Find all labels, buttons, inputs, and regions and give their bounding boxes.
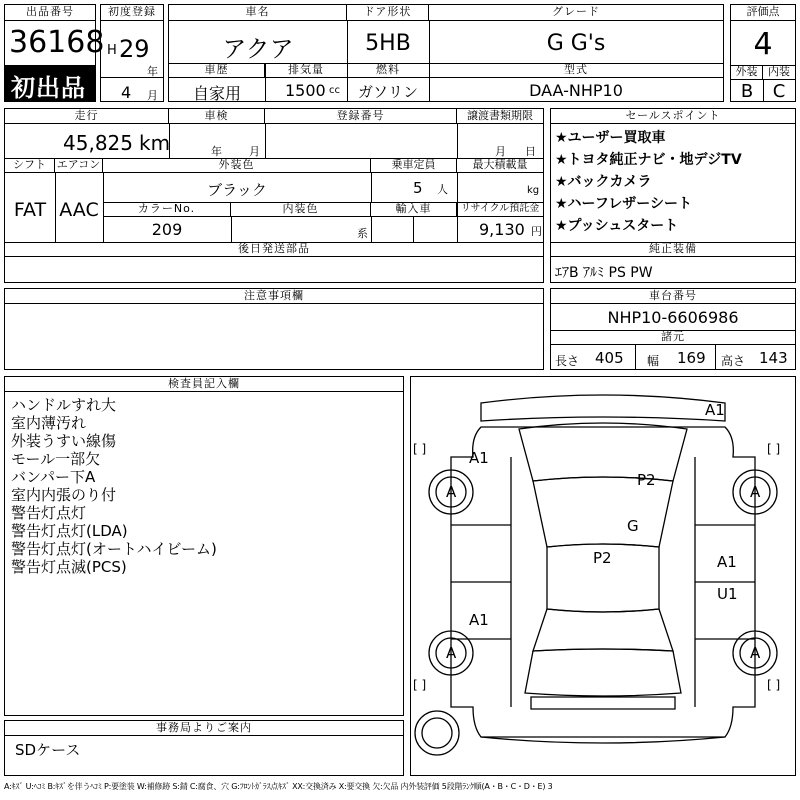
inspection-month-unit: 月: [249, 145, 260, 158]
shift: FAT: [13, 199, 47, 221]
sales-points-label: セールスポイント: [551, 109, 795, 124]
inspector-box: [4, 376, 404, 716]
capacity-label: 乗車定員: [371, 158, 457, 173]
trunk-outline: [525, 649, 681, 696]
mark-left-rear: A1: [469, 611, 489, 629]
color-no-label: カラーNo.: [103, 202, 231, 217]
inspector-item: 室内内張のり付: [11, 486, 117, 504]
rear-valance: [481, 737, 725, 743]
fuel: ガソリン: [357, 83, 418, 101]
score: 4: [753, 27, 773, 62]
bracket-right-front: [ ]: [767, 442, 781, 456]
month-unit: 月: [147, 89, 158, 102]
interior-grade: C: [772, 81, 786, 102]
car-diagram: [411, 377, 795, 775]
vehicle-info-box: [168, 4, 724, 102]
width-label: 幅: [647, 354, 660, 368]
door-type: 5HB: [365, 31, 411, 56]
first-registration-box: [100, 4, 164, 102]
rear-bumper-outline: [531, 697, 675, 709]
era-letter: H: [107, 43, 117, 58]
divider: [265, 63, 266, 101]
bracket-left-front: [ ]: [413, 442, 427, 456]
displacement: 1500: [285, 81, 326, 100]
mark-right-quarter: U1: [717, 585, 738, 603]
max-load-unit: kg: [527, 185, 540, 196]
sales-points-list: [555, 127, 795, 237]
score-box: [730, 4, 796, 102]
door-label: ドア形状: [347, 5, 429, 21]
chassis-box: [550, 288, 796, 370]
lot-number-label: 出品番号: [5, 5, 95, 21]
bracket-left-rear: [ ]: [413, 678, 427, 692]
fuel-label: 燃料: [347, 63, 429, 78]
sales-point-item: ★トヨタ純正ナビ・地デジTV: [555, 152, 742, 168]
transfer-day-unit: 日: [525, 145, 536, 158]
exterior-grade: B: [740, 81, 754, 102]
mark-front-left-fender: A1: [469, 449, 489, 467]
office-text: SDケース: [15, 741, 81, 759]
max-load-label: 最大積載量: [457, 158, 543, 173]
divider: [715, 345, 716, 369]
first-listing-badge: [5, 65, 95, 101]
mark-tire-rl: A: [446, 644, 457, 662]
mark-tire-fl: A: [446, 483, 457, 501]
transfer-deadline-label: 譲渡書類期限: [457, 109, 543, 124]
capacity: 5: [413, 179, 423, 197]
divider: [413, 217, 414, 242]
divider: [371, 217, 372, 242]
height-label: 高さ: [721, 354, 746, 368]
first-listing-text: 初出品: [11, 74, 86, 102]
specs-box: [4, 108, 544, 283]
car-name-label: 車名: [169, 5, 347, 21]
inspector-label: 検査員記入欄: [5, 377, 403, 392]
displacement-label: 排気量: [265, 63, 347, 78]
length-label: 長さ: [555, 354, 580, 368]
ext-color-label: 外装色: [103, 158, 371, 173]
model-label: 型式: [429, 63, 723, 78]
divider: [457, 124, 458, 158]
registration-number-label: 登録番号: [265, 109, 457, 124]
mark-tire-rr: A: [750, 644, 761, 662]
mileage: 45,825: [63, 131, 133, 155]
mark-tire-fr: A: [750, 483, 761, 501]
office-box: [4, 720, 404, 776]
width-value: 169: [677, 349, 706, 367]
sales-point-item: ★プッシュスタート: [555, 218, 679, 234]
inspector-item: 警告灯点灯: [11, 504, 87, 522]
equipment-label: 純正装備: [551, 242, 795, 257]
chassis-label: 車台番号: [551, 289, 795, 304]
aircon: AAC: [59, 199, 99, 221]
divider: [231, 217, 232, 242]
ext-color: ブラック: [207, 181, 267, 199]
equipment: ｴｱB ｱﾙﾐ PS PW: [555, 265, 653, 281]
mark-roof: G: [627, 517, 639, 535]
later-parts-label: 後日発送部品: [5, 242, 543, 257]
inspector-item: モール一部欠: [11, 450, 101, 468]
sales-point-item: ★ユーザー買取車: [555, 130, 666, 146]
front-bumper-outline: [481, 395, 725, 421]
registration-year: 29: [119, 35, 150, 63]
inspection-year-unit: 年: [211, 145, 222, 158]
inspector-list: [11, 396, 401, 576]
mark-interior: P2: [593, 549, 612, 567]
mileage-unit: km: [139, 131, 171, 155]
inspector-item: 警告灯点灯(LDA): [11, 522, 128, 540]
import-label: 輸入車: [371, 202, 457, 217]
sales-point-item: ★バックカメラ: [555, 174, 652, 190]
mark-right-rear-door: A1: [717, 553, 737, 571]
bracket-right-rear: [ ]: [767, 678, 781, 692]
grade-label: グレード: [429, 5, 723, 21]
mark-front-bumper: A1: [705, 401, 725, 419]
sales-point-item: ★ハーフレザーシート: [555, 196, 693, 212]
interior-label: 内装: [763, 65, 795, 80]
height-value: 143: [759, 349, 788, 367]
hood-outline: [519, 423, 687, 481]
notes-label: 注意事項欄: [5, 289, 543, 304]
inspection-label: 車検: [169, 109, 265, 124]
inspector-item: ハンドルすれ大: [11, 396, 117, 414]
inspector-item: 室内薄汚れ: [11, 414, 87, 432]
history-label: 車歴: [169, 63, 265, 78]
capacity-unit: 人: [437, 183, 448, 196]
recycle-fee: 9,130: [479, 220, 525, 239]
first-registration-label: 初度登録: [101, 5, 163, 21]
aircon-label: エアコン: [55, 158, 103, 173]
exterior-label: 外装: [731, 65, 763, 80]
chassis-number: NHP10-6606986: [607, 308, 739, 327]
divider: [265, 124, 266, 158]
divider: [371, 173, 372, 203]
car-diagram-box: [410, 376, 796, 776]
transfer-month-unit: 月: [495, 145, 506, 158]
inspector-item: 外装うすい線傷: [11, 432, 117, 450]
shift-label: シフト: [5, 158, 55, 173]
length-value: 405: [595, 349, 624, 367]
divider: [169, 124, 170, 158]
office-label: 事務局よりご案内: [5, 721, 403, 736]
inspector-item: バンパー下A: [11, 468, 96, 486]
color-no: 209: [151, 220, 183, 239]
score-label: 評価点: [731, 5, 795, 21]
inspector-item: 警告灯点灯(オートハイビーム): [11, 540, 217, 558]
model: DAA-NHP10: [529, 81, 623, 100]
displacement-unit: cc: [329, 85, 340, 96]
lot-number-box: [4, 4, 105, 102]
history: 自家用: [192, 84, 241, 103]
registration-month: 4: [121, 83, 132, 102]
lot-number: 36168: [9, 25, 105, 60]
recycle-label: リサイクル預託金: [457, 202, 543, 217]
year-unit: 年: [147, 65, 158, 78]
rear-glass-outline: [533, 609, 673, 651]
car-name: アクア: [222, 35, 294, 63]
sales-points-box: [550, 108, 796, 283]
grade: G G's: [546, 31, 606, 56]
notes-box: [4, 288, 544, 370]
int-color-unit: 系: [357, 227, 368, 240]
recycle-unit: 円: [531, 225, 542, 238]
divider: [101, 77, 163, 78]
mark-hood: P2: [637, 471, 656, 489]
divider: [635, 345, 636, 369]
legend: A:ｷｽﾞ U:ﾍｺﾐ B:ｷｽﾞを伴うﾍｺﾐ P:要塗装 W:補修跡 S:錆 C:腐食、穴 G:ﾌﾛﾝﾄｶﾞﾗｽ点ｷｽﾞ XX:交換済み X:要交換 欠:欠品 内外装評価 5段階ﾗﾝｸ順(A・B・C・D・E) 3: [4, 782, 553, 791]
mileage-label: 走行: [5, 109, 169, 124]
inspector-item: 警告灯点滅(PCS): [11, 558, 127, 576]
int-color-label: 内装色: [231, 202, 371, 217]
dimensions-label: 諸元: [551, 330, 795, 345]
